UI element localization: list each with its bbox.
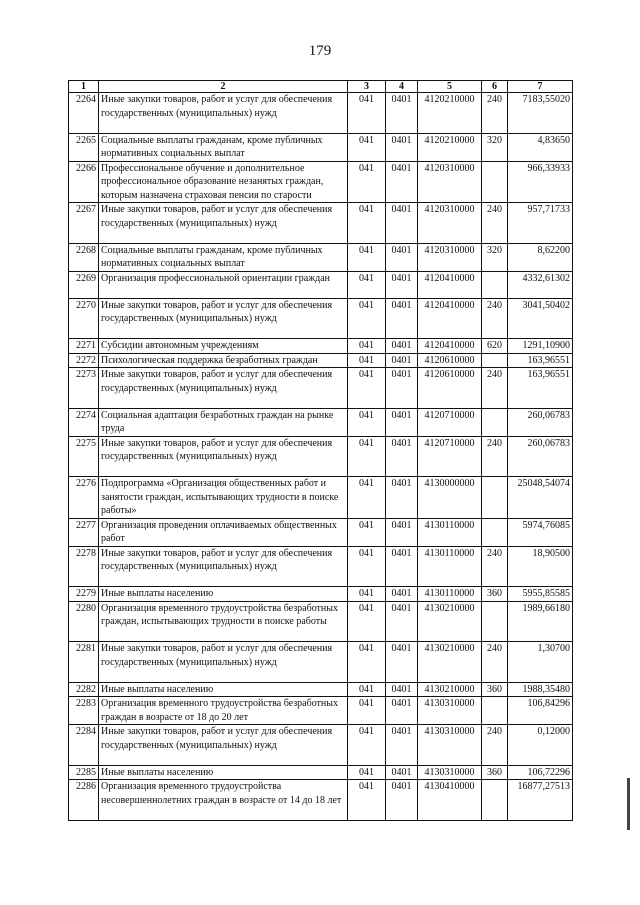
row-target-article: 4130310000 [418, 765, 482, 780]
row-amount: 5955,85585 [508, 587, 573, 602]
row-name: Иные закупки товаров, работ и услуг для обеспечения государственных (муниципальных) нужд [99, 368, 348, 409]
row-expense-type [482, 601, 508, 642]
row-expense-type: 240 [482, 642, 508, 683]
table-row [69, 339, 573, 354]
row-expense-type: 240 [482, 546, 508, 587]
row-ministry-code: 041 [348, 436, 386, 477]
row-section-code: 0401 [386, 368, 418, 409]
row-expense-type [482, 518, 508, 546]
row-section-code: 0401 [386, 93, 418, 134]
row-expense-type: 320 [482, 243, 508, 271]
row-number: 2269 [69, 271, 99, 298]
row-expense-type [482, 271, 508, 298]
table-row [69, 408, 573, 436]
table-row [69, 642, 573, 683]
row-expense-type: 240 [482, 436, 508, 477]
row-amount: 1,30700 [508, 642, 573, 683]
row-expense-type [482, 408, 508, 436]
row-section-code: 0401 [386, 408, 418, 436]
row-amount: 4,83650 [508, 133, 573, 161]
row-amount: 260,06783 [508, 408, 573, 436]
table-header-row [69, 81, 573, 93]
row-name: Социальные выплаты гражданам, кроме публичных нормативных социальных выплат [99, 243, 348, 271]
row-name: Организация проведения оплачиваемых общественных работ [99, 518, 348, 546]
row-ministry-code: 041 [348, 133, 386, 161]
row-number: 2286 [69, 780, 99, 821]
row-target-article: 4120610000 [418, 353, 482, 368]
row-name: Иные выплаты населению [99, 682, 348, 697]
row-target-article: 4120410000 [418, 298, 482, 339]
row-name: Иные закупки товаров, работ и услуг для обеспечения государственных (муниципальных) нужд [99, 546, 348, 587]
row-expense-type: 360 [482, 765, 508, 780]
row-ministry-code: 041 [348, 408, 386, 436]
row-section-code: 0401 [386, 546, 418, 587]
table-row [69, 587, 573, 602]
scan-edge-mark [627, 778, 630, 830]
header-col-5: 5 [418, 81, 482, 93]
row-name: Иные закупки товаров, работ и услуг для обеспечения государственных (муниципальных) нужд [99, 298, 348, 339]
row-target-article: 4120210000 [418, 133, 482, 161]
row-ministry-code: 041 [348, 243, 386, 271]
row-name: Психологическая поддержка безработных граждан [99, 353, 348, 368]
row-name: Организация временного трудоустройства безработных граждан, испытывающих трудности в поиске работы [99, 601, 348, 642]
row-expense-type: 360 [482, 682, 508, 697]
page-number: 179 [308, 43, 332, 59]
row-section-code: 0401 [386, 133, 418, 161]
row-ministry-code: 041 [348, 271, 386, 298]
row-number: 2271 [69, 339, 99, 354]
row-name: Иные закупки товаров, работ и услуг для обеспечения государственных (муниципальных) нужд [99, 93, 348, 134]
table-body [69, 93, 573, 821]
row-amount: 966,33933 [508, 161, 573, 203]
row-number: 2268 [69, 243, 99, 271]
row-target-article: 4120410000 [418, 339, 482, 354]
row-expense-type: 240 [482, 203, 508, 244]
row-number: 2281 [69, 642, 99, 683]
row-section-code: 0401 [386, 587, 418, 602]
table-row [69, 477, 573, 519]
row-target-article: 4120310000 [418, 243, 482, 271]
row-amount: 0,12000 [508, 725, 573, 766]
row-amount: 1291,10900 [508, 339, 573, 354]
row-section-code: 0401 [386, 682, 418, 697]
row-name: Субсидии автономным учреждениям [99, 339, 348, 354]
row-amount: 7183,55020 [508, 93, 573, 134]
row-number: 2275 [69, 436, 99, 477]
header-col-4: 4 [386, 81, 418, 93]
row-expense-type [482, 477, 508, 519]
row-amount: 260,06783 [508, 436, 573, 477]
row-expense-type: 240 [482, 725, 508, 766]
row-section-code: 0401 [386, 765, 418, 780]
row-name: Иные закупки товаров, работ и услуг для обеспечения государственных (муниципальных) нужд [99, 725, 348, 766]
row-ministry-code: 041 [348, 203, 386, 244]
row-name: Профессиональное обучение и дополнительное профессиональное образование незанятых граждан, которым назначена страховая пенсия по старости [99, 161, 348, 203]
row-target-article: 4120610000 [418, 368, 482, 409]
row-name: Иные закупки товаров, работ и услуг для обеспечения государственных (муниципальных) нужд [99, 642, 348, 683]
row-target-article: 4130210000 [418, 682, 482, 697]
row-ministry-code: 041 [348, 642, 386, 683]
row-number: 2277 [69, 518, 99, 546]
row-target-article: 4130000000 [418, 477, 482, 519]
row-ministry-code: 041 [348, 546, 386, 587]
row-name: Организация профессиональной ориентации граждан [99, 271, 348, 298]
table-row [69, 203, 573, 244]
row-ministry-code: 041 [348, 298, 386, 339]
row-expense-type [482, 353, 508, 368]
row-target-article: 4120410000 [418, 271, 482, 298]
row-expense-type [482, 697, 508, 725]
table-row [69, 546, 573, 587]
table-row [69, 697, 573, 725]
row-name: Организация временного трудоустройства безработных граждан в возрасте от 18 до 20 лет [99, 697, 348, 725]
table-row [69, 368, 573, 409]
row-amount: 163,96551 [508, 353, 573, 368]
row-name: Организация временного трудоустройства несовершеннолетних граждан в возрасте от 14 до 18 лет [99, 780, 348, 821]
row-ministry-code: 041 [348, 353, 386, 368]
row-target-article: 4130210000 [418, 642, 482, 683]
row-amount: 25048,54074 [508, 477, 573, 519]
row-name: Подпрограмма «Организация общественных работ и занятости граждан, испытывающих трудности в поиске работы» [99, 477, 348, 519]
row-name: Иные закупки товаров, работ и услуг для обеспечения государственных (муниципальных) нужд [99, 203, 348, 244]
row-section-code: 0401 [386, 601, 418, 642]
row-number: 2285 [69, 765, 99, 780]
row-amount: 957,71733 [508, 203, 573, 244]
header-col-6: 6 [482, 81, 508, 93]
table-row [69, 93, 573, 134]
row-amount: 1988,35480 [508, 682, 573, 697]
row-section-code: 0401 [386, 642, 418, 683]
row-expense-type: 360 [482, 587, 508, 602]
row-target-article: 4120710000 [418, 436, 482, 477]
row-expense-type: 620 [482, 339, 508, 354]
row-number: 2283 [69, 697, 99, 725]
row-number: 2272 [69, 353, 99, 368]
row-ministry-code: 041 [348, 93, 386, 134]
row-amount: 16877,27513 [508, 780, 573, 821]
row-amount: 5974,76085 [508, 518, 573, 546]
row-section-code: 0401 [386, 298, 418, 339]
budget-table [68, 80, 573, 821]
row-target-article: 4130410000 [418, 780, 482, 821]
row-number: 2282 [69, 682, 99, 697]
row-amount: 106,72296 [508, 765, 573, 780]
table-row [69, 765, 573, 780]
row-ministry-code: 041 [348, 518, 386, 546]
row-ministry-code: 041 [348, 765, 386, 780]
row-ministry-code: 041 [348, 339, 386, 354]
row-section-code: 0401 [386, 271, 418, 298]
row-target-article: 4130310000 [418, 725, 482, 766]
row-expense-type: 320 [482, 133, 508, 161]
row-number: 2270 [69, 298, 99, 339]
row-amount: 4332,61302 [508, 271, 573, 298]
row-target-article: 4120710000 [418, 408, 482, 436]
row-ministry-code: 041 [348, 725, 386, 766]
row-name: Социальные выплаты гражданам, кроме публичных нормативных социальных выплат [99, 133, 348, 161]
row-expense-type [482, 161, 508, 203]
row-amount: 18,90500 [508, 546, 573, 587]
row-amount: 106,84296 [508, 697, 573, 725]
row-name: Иные выплаты населению [99, 587, 348, 602]
row-section-code: 0401 [386, 161, 418, 203]
row-target-article: 4130110000 [418, 546, 482, 587]
row-section-code: 0401 [386, 353, 418, 368]
row-section-code: 0401 [386, 477, 418, 519]
table-row [69, 436, 573, 477]
row-number: 2279 [69, 587, 99, 602]
row-ministry-code: 041 [348, 477, 386, 519]
row-ministry-code: 041 [348, 601, 386, 642]
header-col-2: 2 [99, 81, 348, 93]
table-row [69, 725, 573, 766]
row-name: Социальная адаптация безработных граждан на рынке труда [99, 408, 348, 436]
table-row [69, 243, 573, 271]
row-expense-type: 240 [482, 93, 508, 134]
table-row [69, 353, 573, 368]
table-row [69, 682, 573, 697]
row-target-article: 4130310000 [418, 697, 482, 725]
row-amount: 3041,50402 [508, 298, 573, 339]
row-ministry-code: 041 [348, 780, 386, 821]
header-col-7: 7 [508, 81, 573, 93]
row-target-article: 4120210000 [418, 93, 482, 134]
row-section-code: 0401 [386, 339, 418, 354]
row-name: Иные закупки товаров, работ и услуг для обеспечения государственных (муниципальных) нужд [99, 436, 348, 477]
table-row [69, 518, 573, 546]
row-ministry-code: 041 [348, 161, 386, 203]
row-section-code: 0401 [386, 203, 418, 244]
row-expense-type: 240 [482, 298, 508, 339]
row-number: 2274 [69, 408, 99, 436]
row-expense-type [482, 780, 508, 821]
row-number: 2264 [69, 93, 99, 134]
row-ministry-code: 041 [348, 368, 386, 409]
row-number: 2284 [69, 725, 99, 766]
row-number: 2278 [69, 546, 99, 587]
row-target-article: 4130110000 [418, 518, 482, 546]
row-ministry-code: 041 [348, 587, 386, 602]
row-number: 2265 [69, 133, 99, 161]
header-col-3: 3 [348, 81, 386, 93]
row-section-code: 0401 [386, 697, 418, 725]
row-ministry-code: 041 [348, 697, 386, 725]
row-target-article: 4130110000 [418, 587, 482, 602]
table-row [69, 133, 573, 161]
table-row [69, 161, 573, 203]
row-number: 2276 [69, 477, 99, 519]
row-number: 2267 [69, 203, 99, 244]
table-row [69, 271, 573, 298]
row-amount: 1989,66180 [508, 601, 573, 642]
row-amount: 8,62200 [508, 243, 573, 271]
row-section-code: 0401 [386, 725, 418, 766]
row-number: 2273 [69, 368, 99, 409]
row-section-code: 0401 [386, 780, 418, 821]
row-section-code: 0401 [386, 518, 418, 546]
row-amount: 163,96551 [508, 368, 573, 409]
row-target-article: 4120310000 [418, 203, 482, 244]
row-target-article: 4130210000 [418, 601, 482, 642]
row-section-code: 0401 [386, 436, 418, 477]
row-section-code: 0401 [386, 243, 418, 271]
row-name: Иные выплаты населению [99, 765, 348, 780]
row-number: 2280 [69, 601, 99, 642]
row-target-article: 4120310000 [418, 161, 482, 203]
table-row [69, 298, 573, 339]
table-row [69, 780, 573, 821]
row-expense-type: 240 [482, 368, 508, 409]
header-col-1: 1 [69, 81, 99, 93]
row-number: 2266 [69, 161, 99, 203]
table-row [69, 601, 573, 642]
row-ministry-code: 041 [348, 682, 386, 697]
